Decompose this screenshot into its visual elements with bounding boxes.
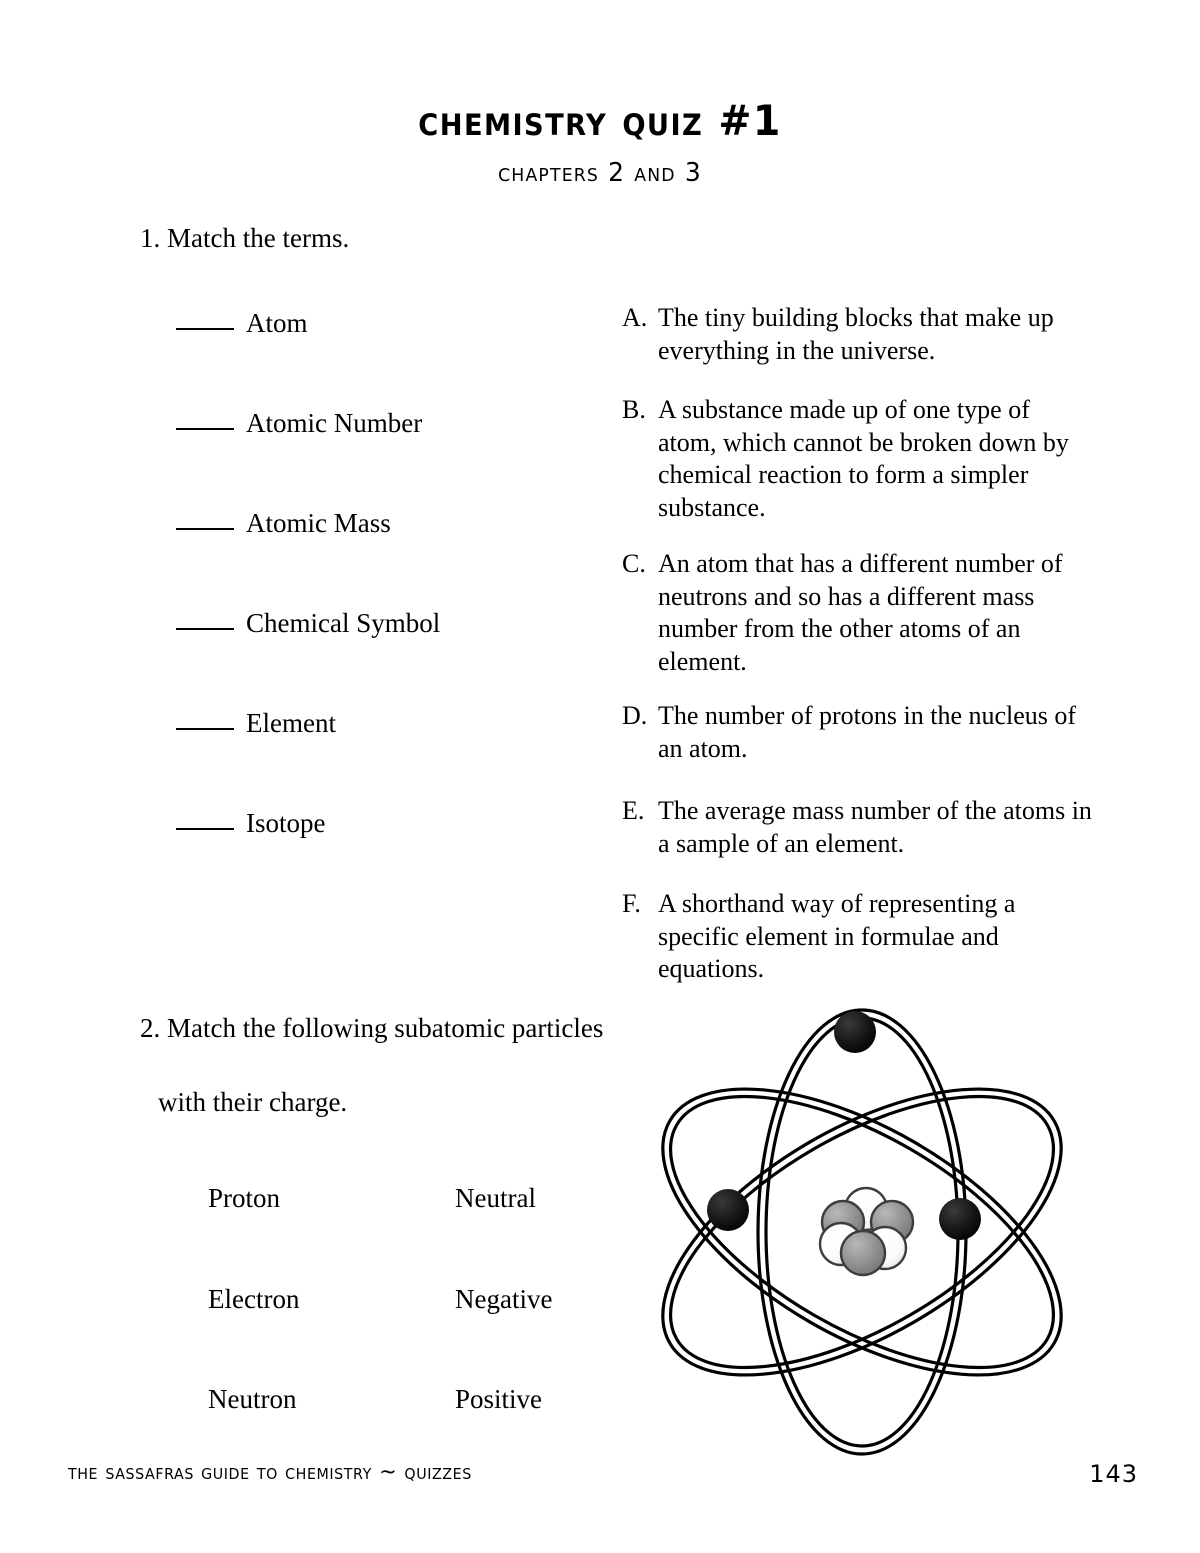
particle-label[interactable]: Neutron: [208, 1384, 297, 1414]
answer-blank[interactable]: [176, 327, 234, 330]
option-text: An atom that has a different number of neutrons and so has a different mass number from the other atoms of an element.: [658, 549, 1063, 676]
option-text: The average mass number of the atoms in a sample of an element.: [658, 796, 1092, 858]
term-label: Atom: [246, 308, 308, 338]
electron-top: [834, 1011, 876, 1053]
option-letter: D.: [622, 701, 648, 730]
charge-label[interactable]: Positive: [455, 1384, 543, 1414]
atom-icon: [640, 1000, 1085, 1465]
option-letter: F.: [622, 889, 641, 918]
term-label: Atomic Number: [246, 408, 423, 438]
footer-book-title: the sassafras guide to chemistry ~ quizzes: [68, 1460, 472, 1485]
term-row[interactable]: [176, 410, 422, 437]
term-row[interactable]: [176, 310, 308, 337]
option-row: [622, 700, 1092, 765]
option-row: [622, 795, 1092, 860]
term-label: Chemical Symbol: [246, 608, 441, 638]
term-label: Atomic Mass: [246, 508, 391, 538]
answer-blank[interactable]: [176, 427, 234, 430]
option-text: The tiny building blocks that make up everything in the universe.: [658, 303, 1054, 365]
particle-label[interactable]: Electron: [208, 1284, 300, 1314]
nucleus: [820, 1188, 913, 1275]
option-row: [622, 394, 1092, 524]
page-title: chemistry quiz #1: [418, 96, 782, 145]
answer-blank[interactable]: [176, 727, 234, 730]
term-label: Isotope: [246, 808, 326, 838]
option-row: [622, 888, 1092, 986]
option-letter: A.: [622, 303, 648, 332]
charge-label[interactable]: Neutral: [455, 1183, 536, 1213]
option-letter: B.: [622, 395, 646, 424]
question-2-prompt-line-2: with their charge.: [158, 1087, 348, 1117]
option-letter: C.: [622, 549, 646, 578]
term-row[interactable]: [176, 710, 336, 737]
charge-label[interactable]: Negative: [455, 1284, 553, 1314]
atom-diagram: [640, 1000, 1085, 1465]
answer-blank[interactable]: [176, 827, 234, 830]
answer-blank[interactable]: [176, 627, 234, 630]
term-row[interactable]: [176, 510, 391, 537]
term-label: Element: [246, 708, 336, 738]
question-1-prompt: 1. Match the terms.: [140, 223, 350, 253]
answer-blank[interactable]: [176, 527, 234, 530]
electron-right: [939, 1198, 981, 1240]
option-row: [622, 548, 1092, 678]
particle-label[interactable]: Proton: [208, 1183, 281, 1213]
option-text: A substance made up of one type of atom, which cannot be broken down by chemical reaction to form a simpler substance.: [658, 395, 1069, 522]
footer-page-number: 143: [1089, 1460, 1138, 1488]
electron-left: [707, 1189, 749, 1231]
term-row[interactable]: [176, 810, 325, 837]
option-row: [622, 302, 1092, 367]
option-text: The number of protons in the nucleus of an atom.: [658, 701, 1077, 763]
proton-particle: [841, 1231, 885, 1275]
page-subtitle: chapters 2 and 3: [498, 158, 702, 188]
question-2-prompt-line-1: 2. Match the following subatomic particles: [140, 1013, 604, 1043]
option-letter: E.: [622, 796, 645, 825]
option-text: A shorthand way of representing a specific element in formulae and equations.: [658, 889, 1016, 983]
term-row[interactable]: [176, 610, 440, 637]
